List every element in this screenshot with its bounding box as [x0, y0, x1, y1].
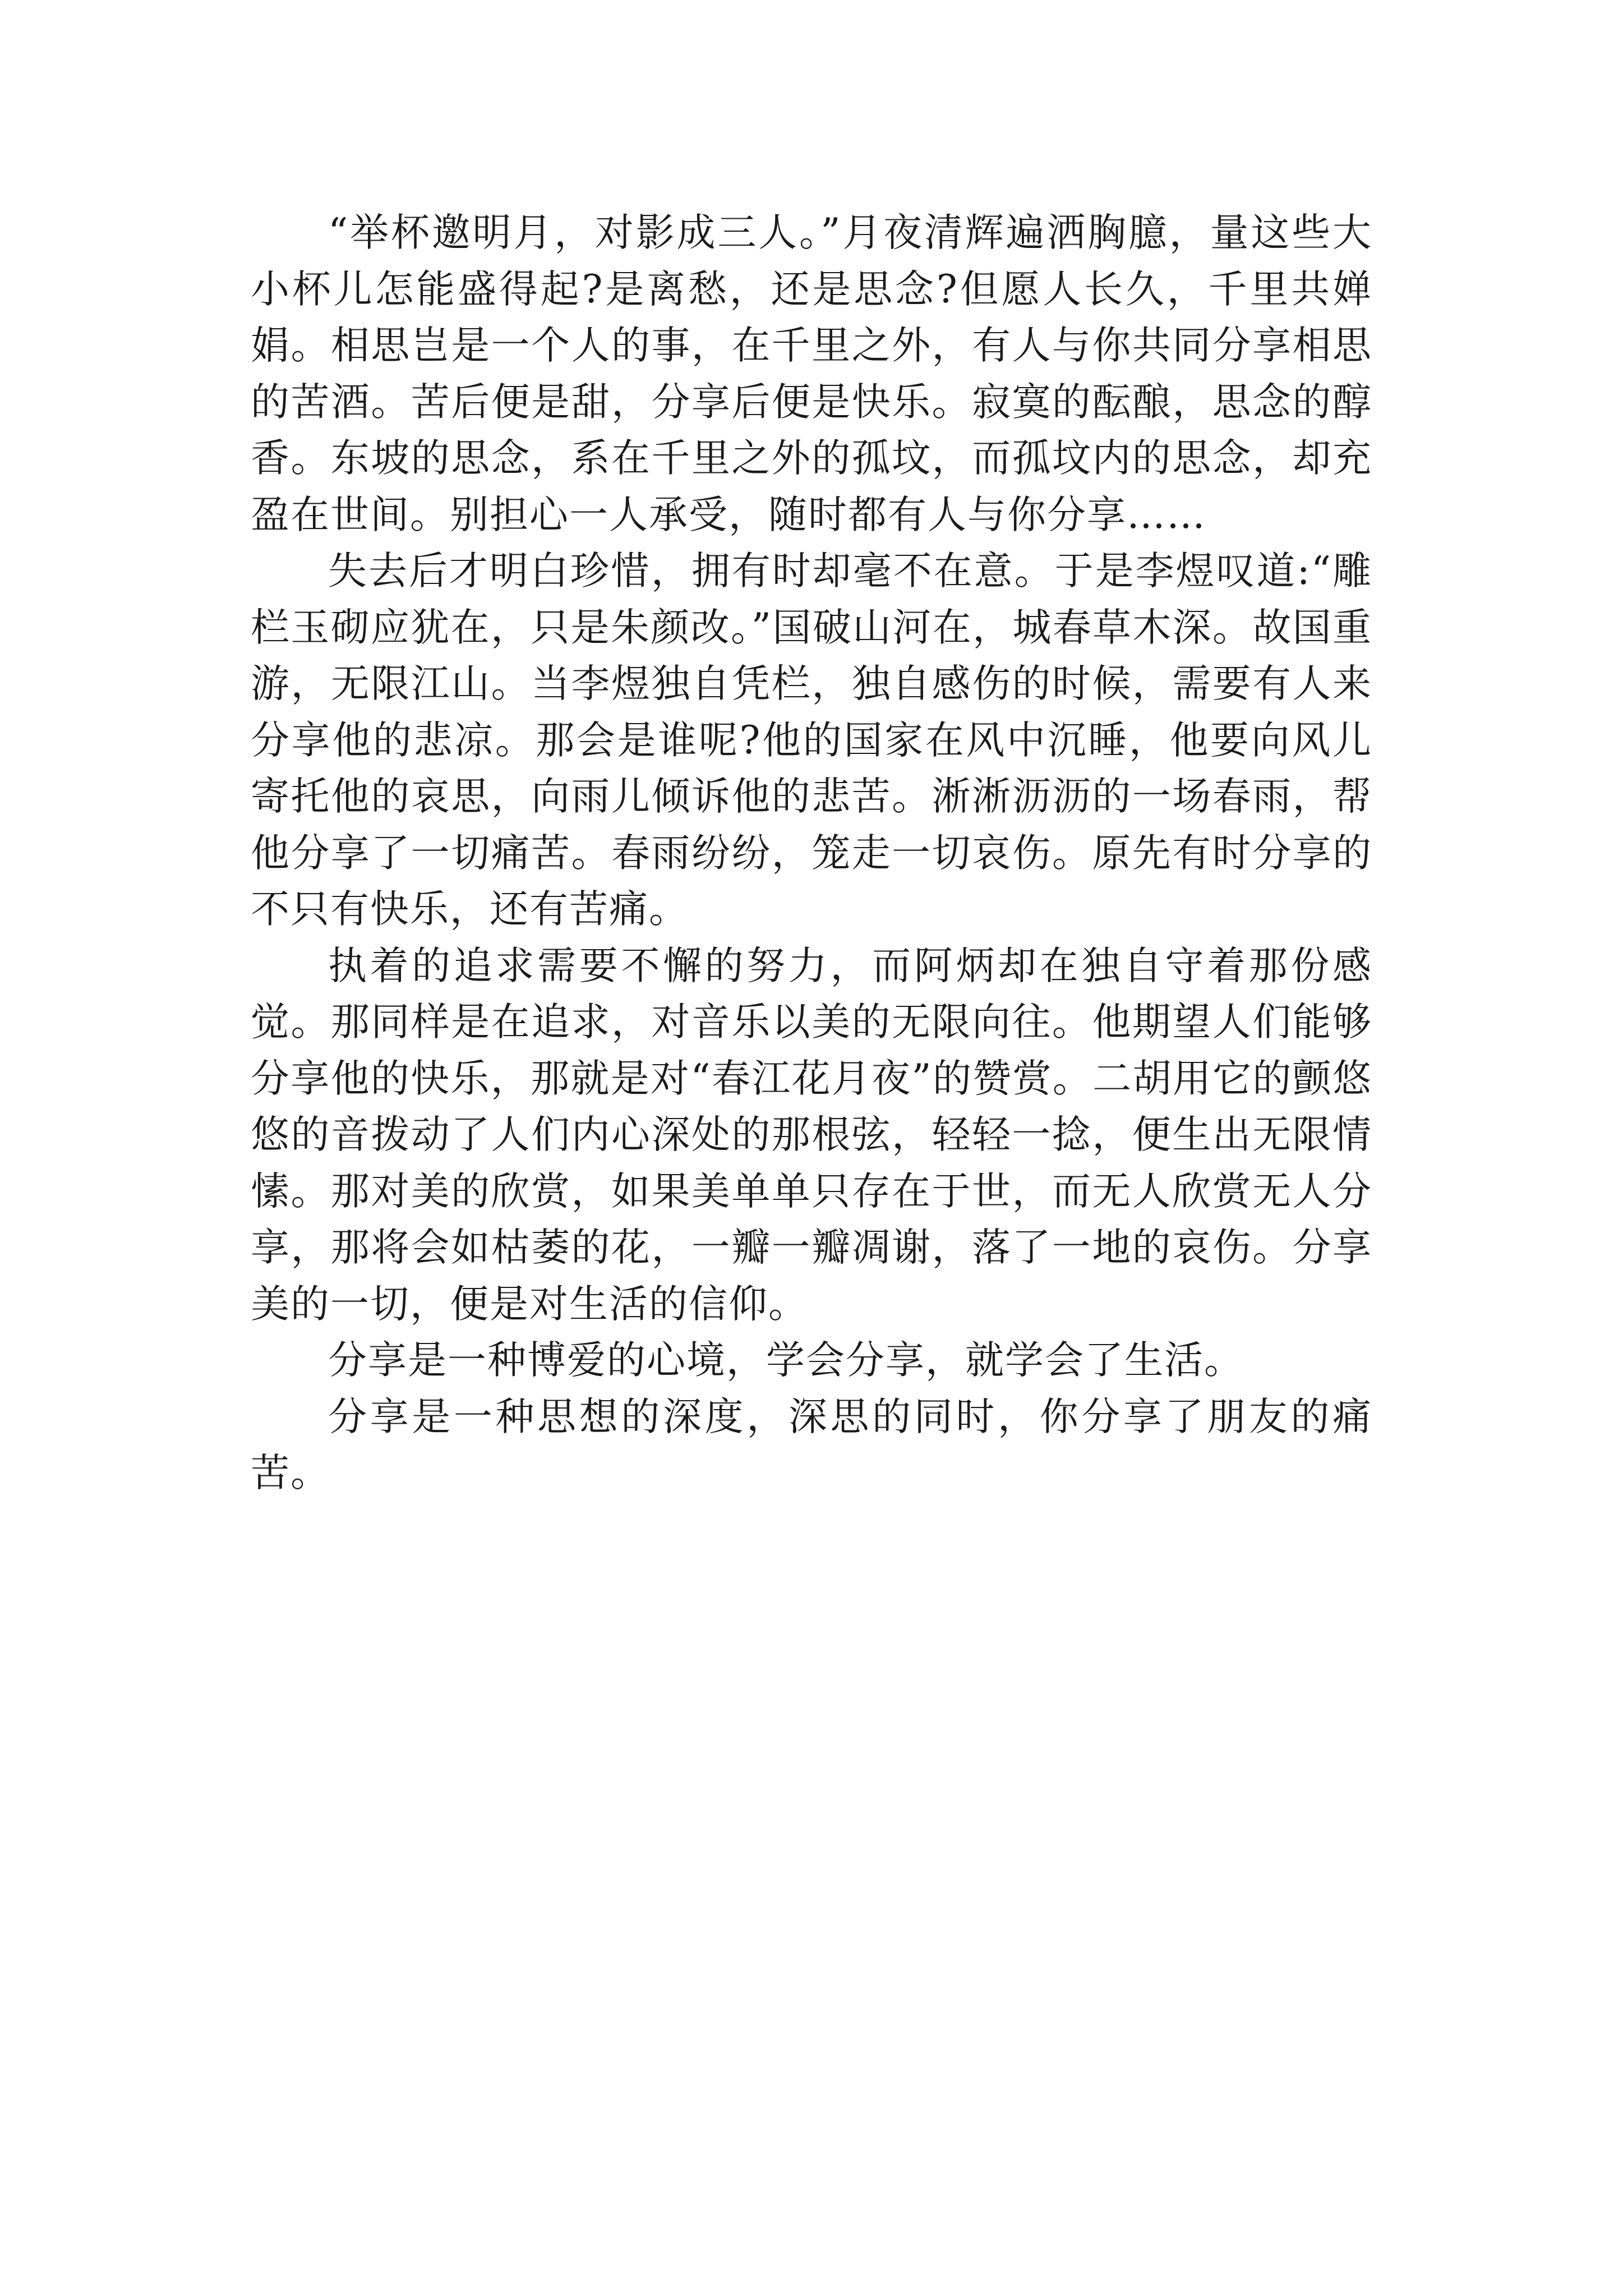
- paragraph-2: 失去后才明白珍惜，拥有时却毫不在意。于是李煜叹道:“雕栏玉砌应犹在，只是朱颜改。”国破山河在，城春草木深。故国重游，无限江山。当李煜独自凭栏，独自感伤的时候，需要有人来分享他的悲凉。那会是谁呢?他的国家在风中沉睡，他要向风儿寄托他的哀思，向雨儿倾诉他的悲苦。淅淅沥沥的一场春雨，帮他分享了一切痛苦。春雨纷纷，笼走一切哀伤。原先有时分享的不只有快乐，还有苦痛。: [251, 549, 1372, 932]
- body-text: [251, 205, 1372, 1502]
- paragraph-5: 分享是一种思想的深度，深思的同时，你分享了朋友的痛苦。: [251, 1394, 1372, 1496]
- paragraph-4: 分享是一种博爱的心境，学会分享，就学会了生活。: [328, 1338, 1244, 1383]
- paragraph-1: “举杯邀明月，对影成三人。”月夜清辉遍洒胸臆，量这些大小杯儿怎能盛得起?是离愁，还是思念?但愿人长久，千里共婵娟。相思岂是一个人的事，在千里之外，有人与你共同分享相思的苦酒。苦后便是甜，分享后便是快乐。寂寞的酝酿，思念的醇香。东坡的思念，系在千里之外的孤坟，而孤坟内的思念，却充盈在世间。别担心一人承受，随时都有人与你分享……: [251, 210, 1372, 537]
- paragraph-3: 执着的追求需要不懈的努力，而阿炳却在独自守着那份感觉。那同样是在追求，对音乐以美的无限向往。他期望人们能够分享他的快乐，那就是对“春江花月夜”的赞赏。二胡用它的颤悠悠的音拨动了人们内心深处的那根弦，轻轻一捻，便生出无限情愫。那对美的欣赏，如果美单单只存在于世，而无人欣赏无人分享，那将会如枯萎的花，一瓣一瓣凋谢，落了一地的哀伤。分享美的一切，便是对生活的信仰。: [251, 943, 1372, 1327]
